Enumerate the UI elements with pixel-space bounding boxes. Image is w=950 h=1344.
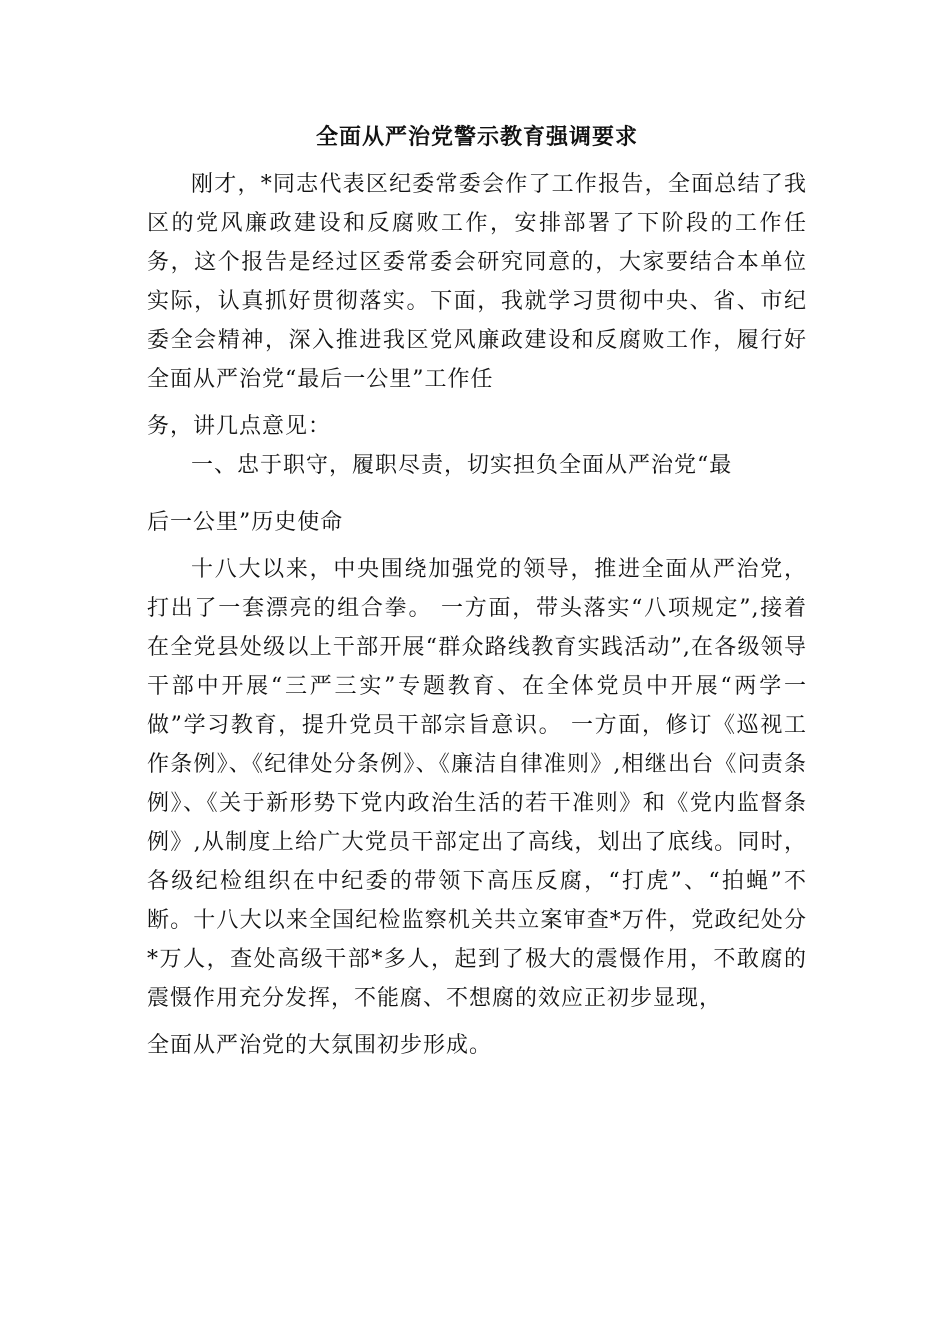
document-page xyxy=(147,118,807,1065)
intro-paragraph-tail: 务，讲几点意见： xyxy=(147,414,332,439)
document-title: 全面从严治党警示教育强调要求 xyxy=(315,125,638,150)
intro-paragraph: 刚才，*同志代表区纪委常委会作了工作报告，全面总结了我区的党风廉政建设和反腐败工作，安排部署了下阶段的工作任务，这个报告是经过区委常委会研究同意的，大家要结合本单位实际，认真抓好贯彻落实。下面，我就学习贯彻中央、省、市纪委全会精神，深入推进我区党风廉政建设和反腐败工作，履行好全面从严治党“最后一公里”工作任 xyxy=(147,172,807,392)
section-1-body: 十八大以来，中央围绕加强党的领导，推进全面从严治党，打出了一套漂亮的组合拳。 一方面，带头落实“八项规定”,接着在全党县处级以上干部开展“群众路线教育实践活动”,在各级领导干部中开展“三严三实”专题教育、在全体党员中开展“两学一做”学习教育，提升党员干部宗旨意识。 一方面，修订《巡视工作条例》、《纪律处分条例》、《廉洁自律准则》,相继出台《问责条例》、《关于新形势下党内政治生活的若干准则》和《党内监督条例》,从制度上给广大党员干部定出了高线，划出了底线。同时，各级纪检组织在中纪委的带领下高压反腐，“打虎”、“拍蝇”不断。十八大以来全国纪检监察机关共立案审查*万件，党政纪处分*万人，查处高级干部*多人，起到了极大的震慑作用，不敢腐的震慑作用充分发挥，不能腐、不想腐的效应正初步显现， xyxy=(147,557,807,1011)
section-1-body-tail: 全面从严治党的大氛围初步形成。 xyxy=(147,1033,493,1058)
section-1-heading: 一、忠于职守，履职尽责，切实担负全面从严治党“最 xyxy=(191,453,733,478)
section-1-heading-tail: 后一公里”历史使命 xyxy=(147,510,344,535)
